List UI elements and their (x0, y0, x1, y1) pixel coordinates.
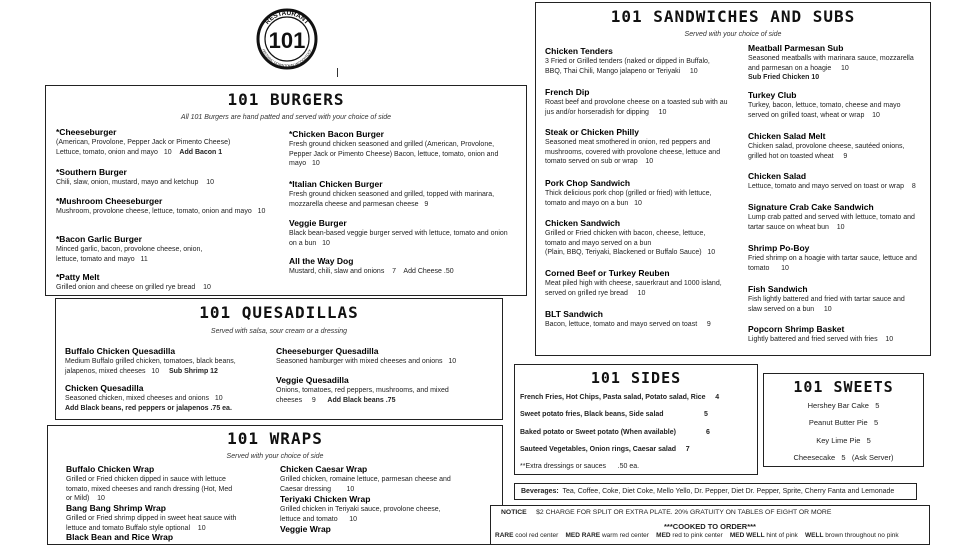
sweet-item: Peanut Butter Pie 5 (808, 418, 879, 427)
quesadillas-title: 101 QUESADILLAS (199, 303, 359, 322)
menu-item: French Dip Roast beef and provolone cheese on a toasted sub with au jus and/or horseradish for dipping 10 (545, 87, 728, 116)
menu-item: Shrimp Po-Boy Fried shrimp on a hoagie with tartar sauce, lettuce and tomato 10 (748, 243, 917, 272)
menu-item: BLT Sandwich Bacon, lettuce, tomato and mayo served on toast 9 (545, 309, 711, 328)
notice-text: $2 CHARGE FOR SPLIT OR EXTRA PLATE. 20% GRATUITY ON TABLES OF EIGHT OR MORE (536, 509, 832, 516)
beverages-bar (514, 483, 917, 500)
sweets-section (763, 373, 924, 467)
beverages-list: Tea, Coffee, Coke, Diet Coke, Mello Yello, Dr. Pepper, Diet Dr. Pepper, Sprite, Cherry Fanta and Lemonade (562, 488, 895, 495)
wraps-title: 101 WRAPS (227, 429, 323, 448)
menu-item: Black Bean and Rice Wrap (66, 532, 174, 542)
cooked-to-order: ***COOKED TO ORDER*** (664, 522, 756, 531)
menu-item: *Bacon Garlic Burger Minced garlic, bacon, provolone cheese, onion, lettuce, tomato and mayo 11 (56, 234, 203, 263)
wraps-section (47, 425, 503, 545)
menu-item: Chicken Sandwich Grilled or Fried chicken with bacon, cheese, lettuce, tomato and mayo served on a bun (Plain, BBQ, Teriyaki, Blackened or Buffalo Sauce) 10 (545, 218, 716, 256)
menu-item: Chicken Salad Melt Chicken salad, provolone cheese, sautéed onions, grilled hot on toasted wheat 9 (748, 131, 905, 160)
menu-item: Veggie Wrap (280, 524, 331, 534)
menu-item: Popcorn Shrimp Basket Lightly battered and fried served with fries 10 (748, 324, 894, 343)
menu-item: Fish Sandwich Fish lightly battered and fried with tartar sauce and slaw served on a bun 10 (748, 284, 905, 313)
sweet-item: Key Lime Pie 5 (816, 436, 871, 445)
temperature-guide: RARE cool red center MED RARE warm red center MED red to pink center MED WELL hint of pink WELL brown throughout no pink (495, 532, 899, 539)
side-item: Baked potato or Sweet potato (When available) 6 (520, 429, 710, 436)
menu-item: Turkey Club Turkey, bacon, lettuce, tomato, cheese and mayo served on grilled toast, wheat or wrap 10 (748, 90, 901, 119)
svg-text:HISTORIC DOWNTOWN WOODSTOCK: HISTORIC DOWNTOWN WOODSTOCK (261, 48, 313, 69)
sweet-item: Hershey Bar Cake 5 (807, 401, 880, 410)
side-item: French Fries, Hot Chips, Pasta salad, Potato salad, Rice 4 (520, 394, 720, 401)
burgers-section (45, 85, 527, 296)
notice-label: NOTICE (501, 509, 527, 516)
sandwiches-subtitle: Served with your choice of side (684, 31, 782, 38)
side-item: Sweet potato fries, Black beans, Side salad 5 (520, 411, 708, 418)
sandwiches-section (535, 2, 931, 356)
sweet-item: Cheesecake 5 (Ask Server) (793, 453, 894, 462)
menu-item: Chicken Salad Lettuce, tomato and mayo served on toast or wrap 8 (748, 171, 916, 190)
wraps-subtitle: Served with your choice of side (226, 453, 324, 460)
menu-item: Steak or Chicken Philly Seasoned meat smothered in onion, red peppers and mushrooms, covered with provolone cheese, lettuce and tomato served on sub or wrap 10 (545, 127, 721, 165)
menu-item: Signature Crab Cake Sandwich Lump crab patted and served with lettuce, tomato and tartar sauce on wheat bun 10 (748, 202, 915, 231)
menu-item: Chicken Tenders 3 Fried or Grilled tenders (naked or dipped in Buffalo, BBQ, Thai Chili, Mango jalapeno or Teriyaki 10 (545, 46, 710, 75)
menu-item: *Patty Melt Grilled onion and cheese on grilled rye bread 10 (56, 272, 211, 291)
menu-item: *Southern Burger Chili, slaw, onion, mustard, mayo and ketchup 10 (56, 167, 214, 186)
menu-item: *Chicken Bacon Burger Fresh ground chicken seasoned and grilled (American, Provolone, Pepper Jack or Pimento Cheese) Bacon, lettuce, tomato, onion and mayo 10 (289, 129, 499, 167)
svg-text:101: 101 (268, 28, 306, 53)
side-item: Sauteed Vegetables, Onion rings, Caesar salad 7 (520, 446, 690, 453)
menu-item: *Mushroom Cheeseburger Mushroom, provolone cheese, lettuce, tomato, onion and mayo 10 (56, 196, 266, 215)
svg-text:RESTAURANT: RESTAURANT (263, 9, 311, 26)
menu-item: Bang Bang Shrimp Wrap Grilled or Fried shrimp dipped in sweet heat sauce with lettuce and tomato Buffalo style optional 10 (66, 503, 237, 532)
menu-item: Teriyaki Chicken Wrap Grilled chicken in Teriyaki sauce, provolone cheese, lettuce and tomato 10 (280, 494, 441, 523)
menu-item: *Cheeseburger (American, Provolone, Pepper Jack or Pimento Cheese) Lettuce, tomato, onion and mayo 10 Add Bacon 1 (56, 127, 231, 156)
cursor-mark (337, 68, 338, 77)
menu-item: Chicken Caesar Wrap Grilled chicken, romaine lettuce, parmesan cheese and Caesar dressing 10 (280, 464, 451, 493)
sides-title: 101 SIDES (590, 369, 682, 387)
burgers-subtitle: All 101 Burgers are hand patted and served with your choice of side (180, 114, 392, 121)
menu-item: Buffalo Chicken Wrap Grilled or Fried chicken dipped in sauce with lettuce tomato, mixed cheeses and ranch dressing (Hot, Med or Mild) 10 (66, 464, 233, 502)
menu-item: *Italian Chicken Burger Fresh ground chicken seasoned and grilled, topped with marinara, mozzarella cheese and parmesan cheese 9 (289, 179, 495, 208)
notice-section (490, 505, 930, 545)
menu-item: Veggie Quesadilla Onions, tomatoes, red peppers, mushrooms, and mixed cheeses 9 Add Black beans .75 (276, 375, 449, 404)
sides-section (514, 364, 758, 475)
menu-item: Cheeseburger Quesadilla Seasoned hamburger with mixed cheeses and onions 10 (276, 346, 457, 365)
menu-item: Buffalo Chicken Quesadilla Medium Buffalo grilled chicken, tomatoes, black beans, jalapenos, mixed cheeses 10 Sub Shrimp 12 (65, 346, 236, 375)
menu-item: Meatball Parmesan Sub Seasoned meatballs with marinara sauce, mozzarella and parmesan on a hoagie 10 Sub Fried Chicken 10 (748, 43, 914, 81)
sweets-title: 101 SWEETS (793, 378, 894, 396)
restaurant-logo (242, 8, 332, 70)
burgers-title: 101 BURGERS (227, 90, 345, 109)
quesadillas-section (55, 298, 503, 420)
side-note: **Extra dressings or sauces .50 ea. (520, 463, 640, 470)
menu-item: All the Way Dog Mustard, chili, slaw and onions 7 Add Cheese .50 (289, 256, 454, 275)
menu-item: Chicken Quesadilla Seasoned chicken, mixed cheeses and onions 10 Add Black beans, red peppers or jalapenos .75 ea. (65, 383, 232, 412)
beverages-label: Beverages: (521, 488, 559, 495)
menu-item: Pork Chop Sandwich Thick delicious pork chop (grilled or fried) with lettuce, tomato and mayo on a bun 10 (545, 178, 712, 207)
sandwiches-title: 101 SANDWICHES AND SUBS (610, 7, 856, 26)
menu-item: Veggie Burger Black bean-based veggie burger served with lettuce, tomato and onion on a bun 10 (289, 218, 508, 247)
menu-item: Corned Beef or Turkey Reuben Meat piled high with cheese, sauerkraut and 1000 island, served on grilled rye bread 10 (545, 268, 722, 297)
quesadillas-subtitle: Served with salsa, sour cream or a dressing (210, 328, 348, 335)
